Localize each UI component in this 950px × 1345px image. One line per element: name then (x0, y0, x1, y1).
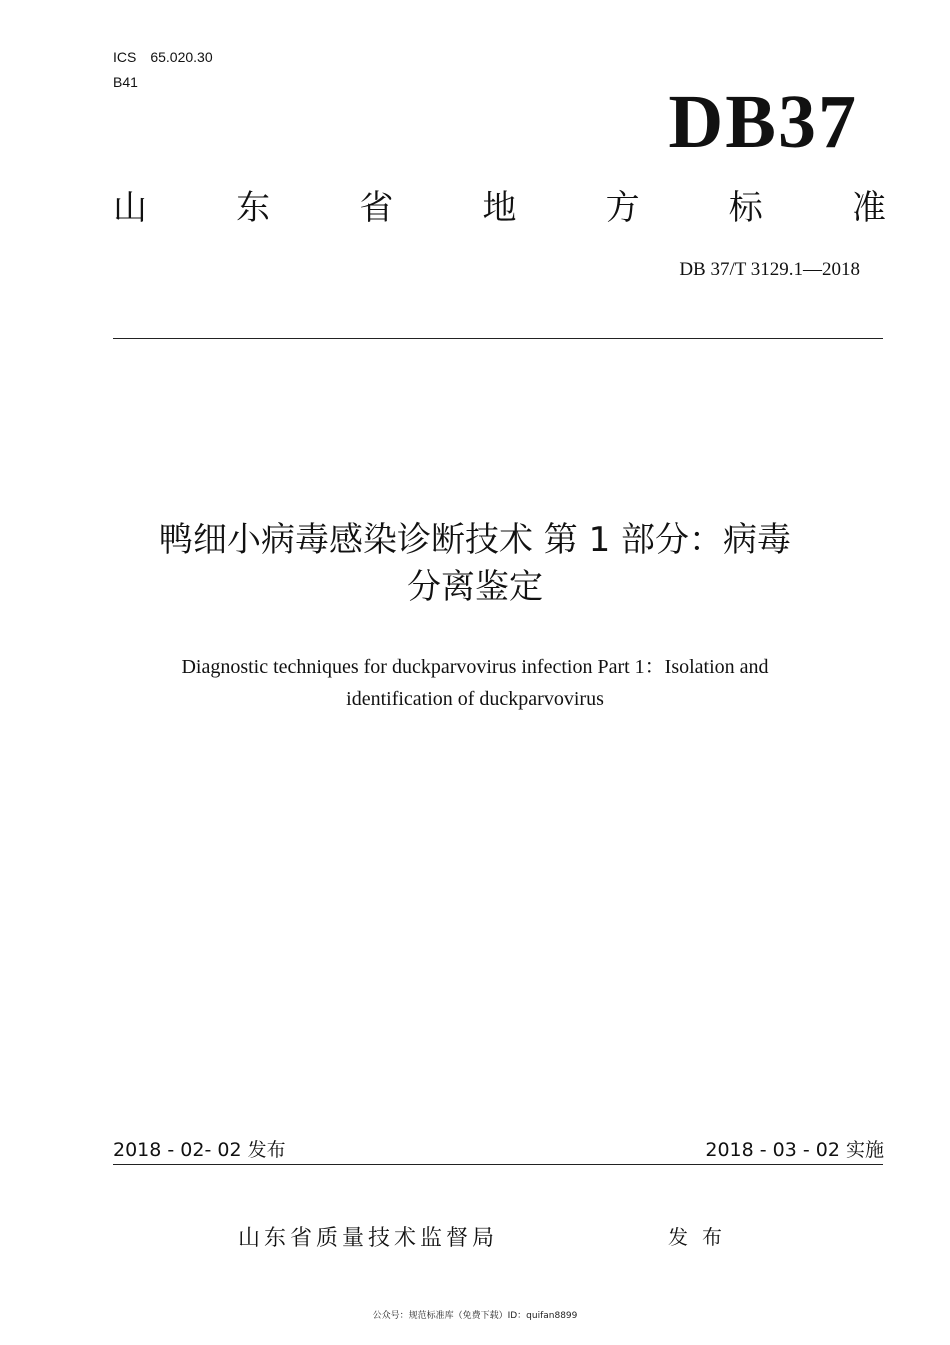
footer-note: 公众号：规范标准库（免费下载）ID：quifan8899 (372, 1311, 578, 1321)
standard-type-char: 省 (359, 188, 394, 228)
standard-type-char: 准 (851, 188, 886, 228)
chinese-title-line-1: 鸭细小病毒感染诊断技术 第 1 部分：病毒 (158, 520, 792, 560)
ics-line (113, 48, 227, 66)
standard-type-char: 山 (113, 188, 147, 228)
ics-label: ICS (113, 49, 137, 65)
issuing-organization: 山东省质量技术监督局 (238, 1226, 499, 1251)
standard-type-char: 方 (605, 188, 640, 228)
issue-date: 2018 - 02- 02 发布 (113, 1139, 286, 1161)
chinese-title-line-2: 分离鉴定 (407, 567, 543, 607)
bottom-divider (113, 1164, 883, 1165)
implementation-date: 2018 - 03 - 02 实施 (705, 1139, 884, 1161)
english-title (100, 651, 850, 715)
standard-type-heading (113, 186, 886, 230)
publish-label: 发布 (668, 1225, 736, 1249)
english-title-line-2: identification of duckparvovirus (346, 688, 604, 710)
standard-type-char: 标 (728, 188, 763, 228)
classification-code: B41 (113, 74, 138, 90)
standard-type-char: 东 (236, 188, 271, 228)
standard-number: DB 37/T 3129.1—2018 (679, 259, 860, 280)
db-logo: DB37 (668, 80, 858, 164)
chinese-title (60, 517, 890, 611)
standard-type-char: 地 (482, 188, 517, 228)
english-title-line-1: Diagnostic techniques for duckparvovirus infection Part 1：Isolation and (181, 656, 769, 678)
top-divider (113, 338, 883, 339)
ics-code: 65.020.30 (150, 49, 213, 65)
